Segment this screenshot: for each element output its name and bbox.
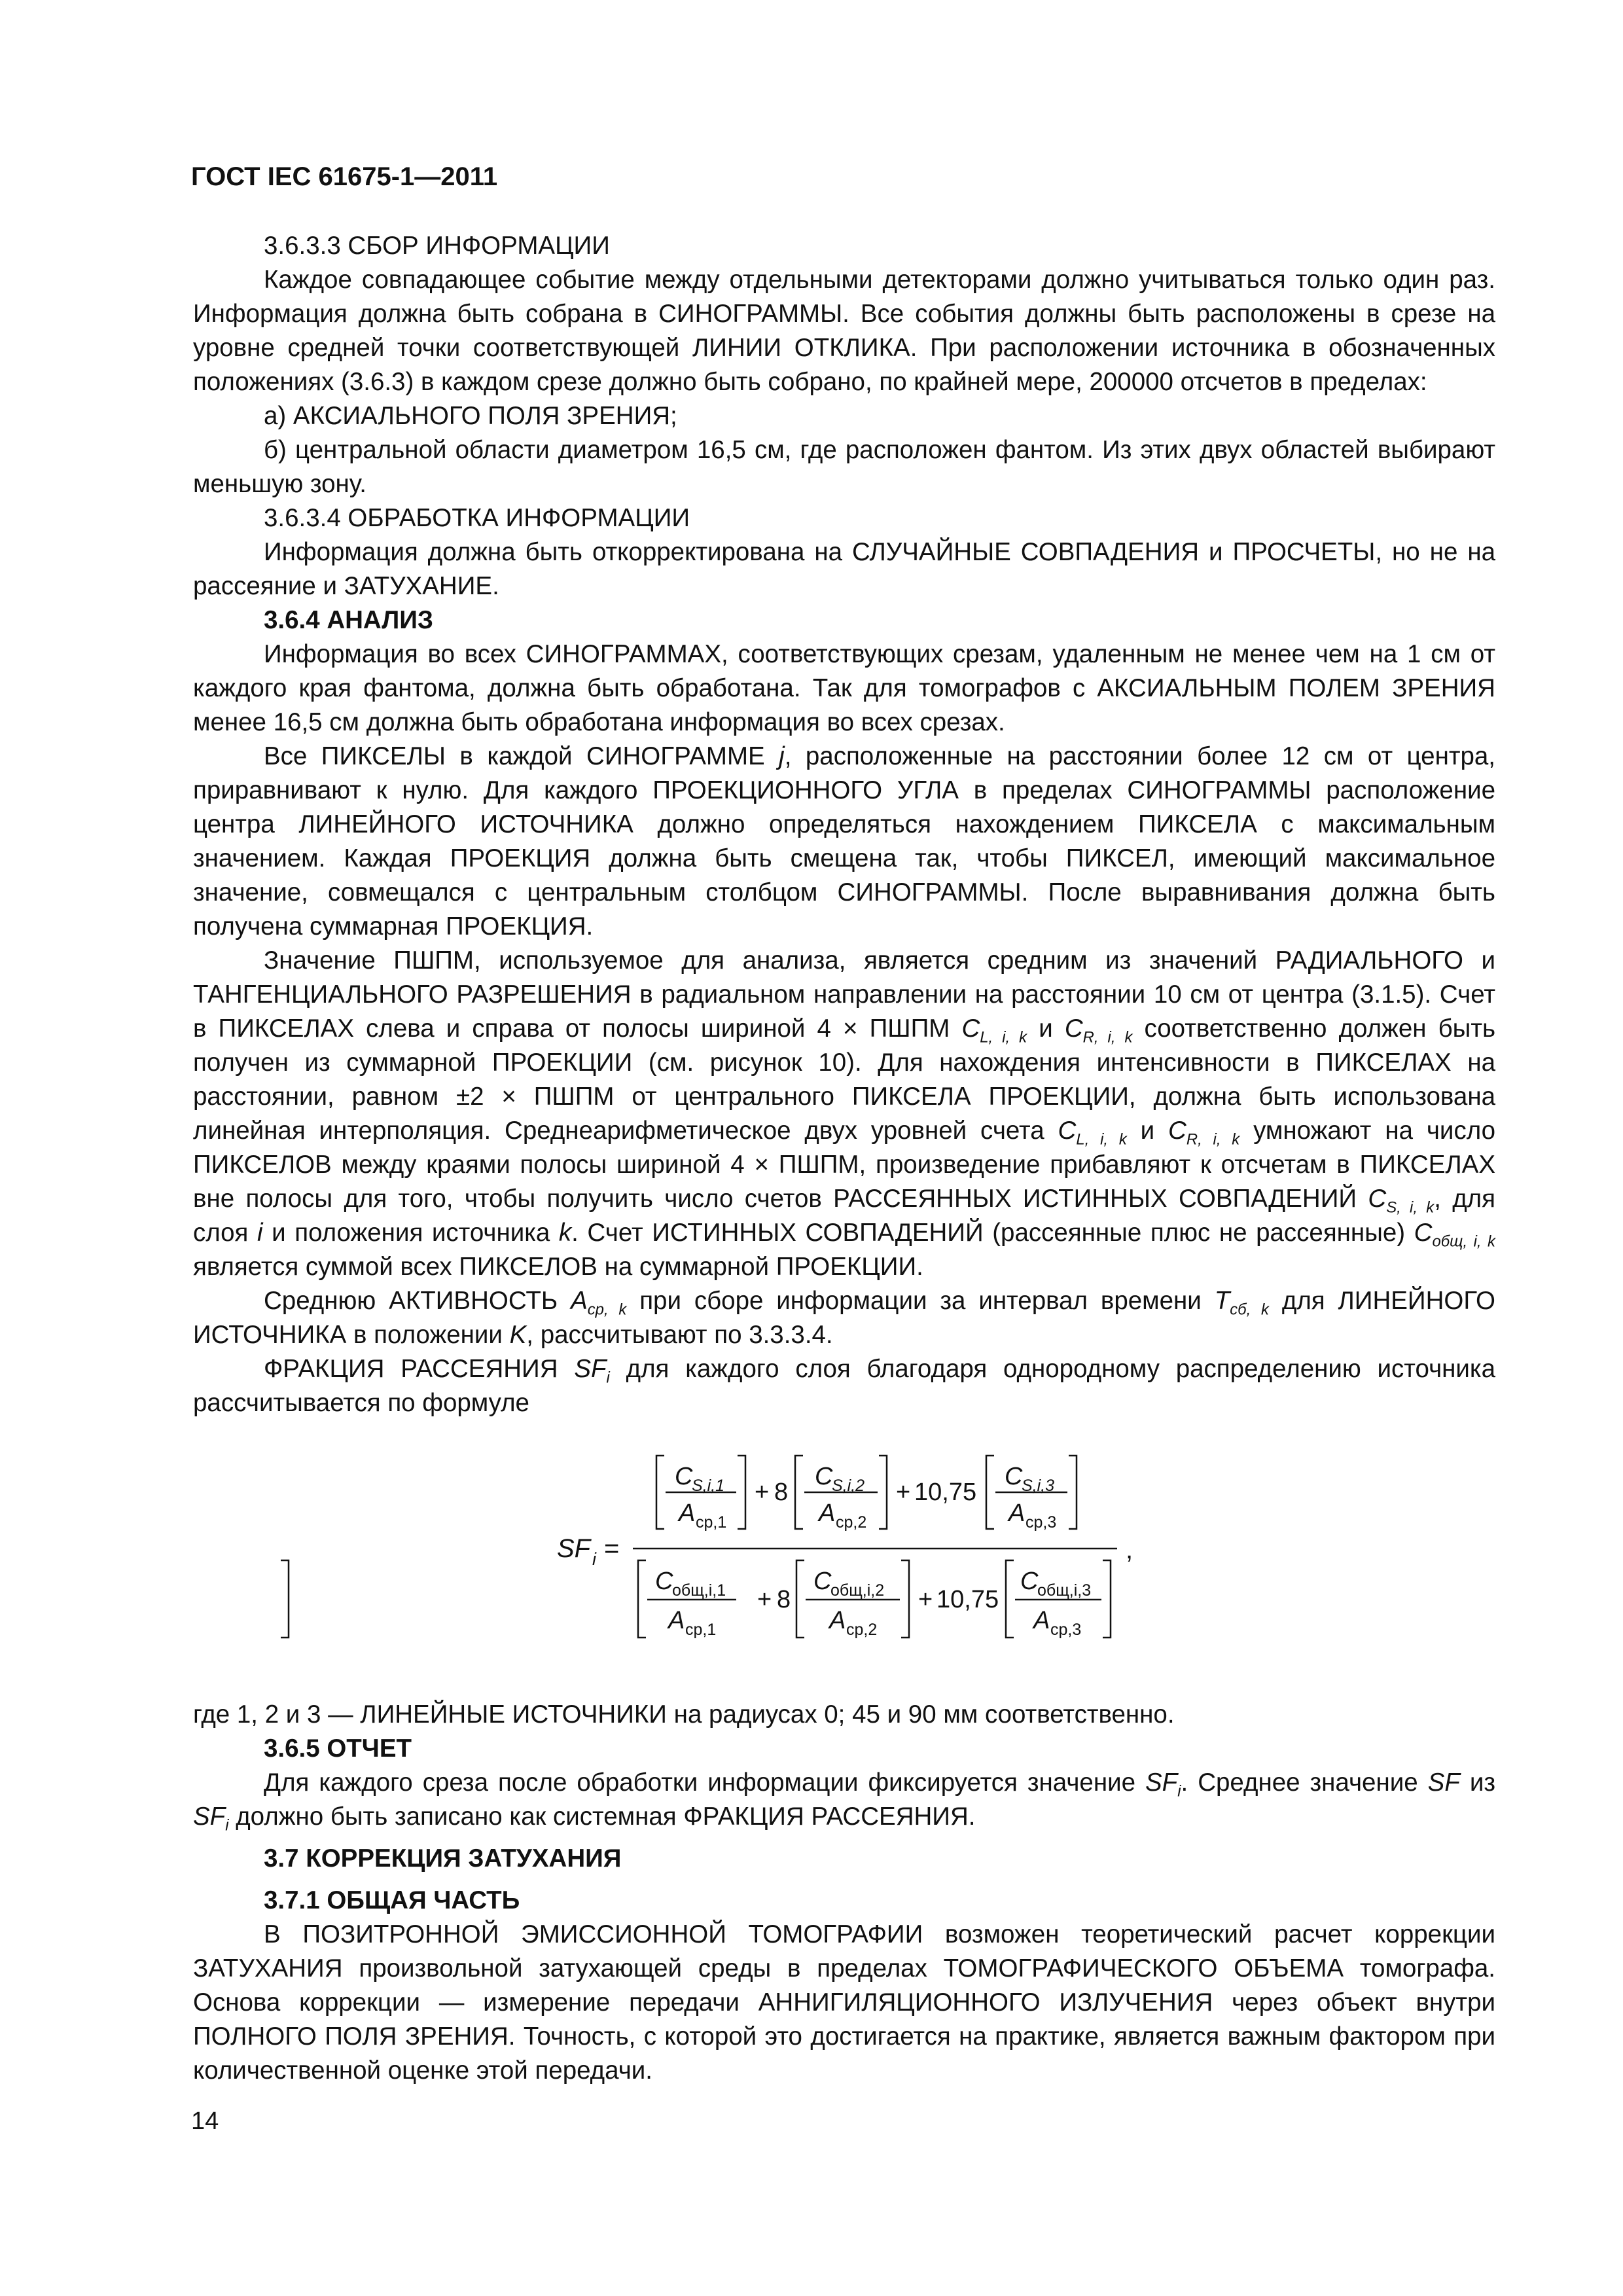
symbol: C: [961, 1014, 980, 1043]
formula-equals: =: [604, 1534, 620, 1563]
num-coef-3: 10,75: [914, 1479, 977, 1506]
svg-text:C: C: [675, 1463, 693, 1490]
formula-lhs: SF: [557, 1534, 591, 1563]
heading-3-6-4: 3.6.4 АНАЛИЗ: [264, 606, 434, 634]
svg-text:A: A: [668, 1607, 685, 1634]
formula-svg: [193, 1444, 1495, 1660]
num-coef-2: 8: [774, 1479, 789, 1506]
num-c-sub-3: S,i,3: [1022, 1477, 1055, 1495]
heading-3-6-3-3: 3.6.3.3 СБОР ИНФОРМАЦИИ: [264, 232, 610, 260]
svg-text:A: A: [679, 1499, 696, 1527]
heading-3-7-1: 3.7.1 ОБЩАЯ ЧАСТЬ: [264, 1886, 520, 1914]
paragraph: Значение ПШПМ, используемое для анализа, является средним из значений РАДИАЛЬНОГО и ТАНГЕНЦИАЛЬНОГО РАЗРЕШЕНИЯ в радиальном направлении на расстоянии 10 см от центра (3.1.5). Счет в ПИКСЕЛАХ слева и справа от полосы шириной 4 × ПШПМ $C_{L, i, k}$ и $C_{R, i, k}$ соответственно должен быть получен из суммарной ПРОЕКЦИИ (см. рисунок 10). Для нахождения интенсивности в ПИКСЕЛАХ на расстоянии, равном ±2 × ПШПМ от центрального ПИКСЕЛА ПРОЕКЦИИ, должна быть использована линейная интерполяция. Среднеарифметическое двух уровней счета $C_{L, i, k}$ и $C_{R, i, k}$ умножают на число ПИКСЕЛОВ между краями полосы шириной 4 × ПШПМ, произведение прибавляют к отсчетам в ПИКСЕЛАХ вне полосы для того, чтобы получить число счетов РАССЕЯННЫХ ИСТИННЫХ СОВПАДЕНИЙ $C_{S, i, k}$, для слоя i и положения источника k. Счет ИСТИННЫХ СОВПАДЕНИЙ (рассеянные плюс не рассеянные) $C_{общ, i, k}$ является суммой всех ПИКСЕЛОВ на суммарной ПРОЕКЦИИ.: [193, 946, 1496, 1281]
standard-header: ГОСТ IEC 61675-1—2011: [191, 162, 498, 191]
num-c-sub-2: S,i,2: [832, 1477, 865, 1495]
heading-3-6-5: 3.6.5 ОТЧЕТ: [264, 1734, 412, 1763]
paragraph-where: где 1, 2 и 3 — ЛИНЕЙНЫЕ ИСТОЧНИКИ на радиусах 0; 45 и 90 мм соответственно.: [193, 1700, 1175, 1729]
den-a-sub-2: ср,2: [846, 1621, 878, 1639]
formula-comma: ,: [1126, 1535, 1133, 1564]
den-c-sub-3: общ,i,3: [1037, 1581, 1092, 1600]
page-body: [193, 229, 1495, 2088]
svg-text:C: C: [1005, 1463, 1023, 1490]
paragraph: Информация во всех СИНОГРАММАХ, соответствующих срезам, удаленным не менее чем на 1 см от каждого края фантома, должна быть обработана. Так для томографов с АКСИАЛЬНЫМ ПОЛЕМ ЗРЕНИЯ менее 16,5 см должна быть обработана информация во всех срезах.: [193, 640, 1495, 736]
paragraph: Каждое совпадающее событие между отдельными детекторами должно учитываться только один раз. Информация должна быть собрана в СИНОГРАММЫ. Все события должны быть расположены в срезе на уровне средней точки соответствующей ЛИНИИ ОТКЛИКА. При расположении источника в обозначенных положениях (3.6.3) в каждом срезе должно быть собрано, по крайней мере, 200000 отсчетов в пределах:: [193, 266, 1495, 396]
paragraph: Для каждого среза после обработки информации фиксируется значение $SF_i$. Среднее значение SF из $SF_i$ должно быть записано как системная ФРАКЦИЯ РАССЕЯНИЯ.: [193, 1768, 1495, 1835]
den-coef-3: 10,75: [936, 1586, 999, 1613]
formula-lhs-sub: i: [592, 1549, 596, 1569]
svg-text:A: A: [829, 1607, 846, 1634]
paragraph: Среднюю АКТИВНОСТЬ $A_{ср, k}$ при сборе информации за интервал времени $T_{сб, k}$ для ЛИНЕЙНОГО ИСТОЧНИКА в положении K, рассчитывают по 3.3.3.4.: [193, 1287, 1495, 1349]
svg-text:C: C: [813, 1568, 832, 1595]
num-c-sub-1: S,i,1: [692, 1477, 725, 1495]
scatter-fraction-formula: [193, 1444, 1495, 1660]
den-a-sub-1: ср,1: [685, 1621, 717, 1639]
paragraph: В ПОЗИТРОННОЙ ЭМИССИОННОЙ ТОМОГРАФИИ возможен теоретический расчет коррекции ЗАТУХАНИЯ произвольной затухающей среды в пределах ТОМОГРАФИЧЕСКОГО ОБЪЕМА томографа. Основа коррекции — измерение передачи АННИГИЛЯЦИОННОГО ИЗЛУЧЕНИЯ через объект внутри ПОЛНОГО ПОЛЯ ЗРЕНИЯ. Точность, с которой это достигается на практике, является важным фактором при количественной оценке этой передачи.: [193, 1920, 1495, 2085]
den-c-sub-2: общ,i,2: [830, 1581, 885, 1600]
num-a-sub-3: ср,3: [1026, 1513, 1057, 1532]
svg-text:A: A: [819, 1499, 836, 1527]
list-item: б) центральной области диаметром 16,5 см, где расположен фантом. Из этих двух областей выбирают меньшую зону.: [193, 436, 1495, 498]
svg-text:A: A: [1008, 1499, 1026, 1527]
paragraph: ФРАКЦИЯ РАССЕЯНИЯ $SF_i$ для каждого слоя благодаря однородному распределению источника рассчитывается по формуле: [193, 1355, 1495, 1417]
svg-text:C: C: [815, 1463, 833, 1490]
svg-text:+: +: [757, 1586, 772, 1613]
svg-text:+: +: [755, 1479, 770, 1506]
heading-3-6-3-4: 3.6.3.4 ОБРАБОТКА ИНФОРМАЦИИ: [264, 504, 690, 532]
den-a-sub-3: ср,3: [1050, 1621, 1082, 1639]
paragraph: Все ПИКСЕЛЫ в каждой СИНОГРАММЕ j, расположенные на расстоянии более 12 см от центра, приравнивают к нулю. Для каждого ПРОЕКЦИОННОГО УГЛА в пределах СИНОГРАММЫ расположение центра ЛИНЕЙНОГО ИСТОЧНИКА должно определяться нахождением ПИКСЕЛА с максимальным значением. Каждая ПРОЕКЦИЯ должна быть смещена так, чтобы ПИКСЕЛ, имеющий максимальное значение, совмещался с центральным столбцом СИНОГРАММЫ. После выравнивания должна быть получена суммарная ПРОЕКЦИЯ.: [193, 742, 1495, 941]
svg-text:C: C: [655, 1568, 673, 1595]
num-a-sub-1: ср,1: [696, 1513, 727, 1532]
den-coef-2: 8: [777, 1586, 791, 1613]
heading-3-7: 3.7 КОРРЕКЦИЯ ЗАТУХАНИЯ: [264, 1844, 622, 1873]
num-a-sub-2: ср,2: [836, 1513, 867, 1532]
list-item: а) АКСИАЛЬНОГО ПОЛЯ ЗРЕНИЯ;: [264, 402, 677, 430]
page-number: 14: [191, 2108, 219, 2135]
paragraph: Информация должна быть откорректирована на СЛУЧАЙНЫЕ СОВПАДЕНИЯ и ПРОСЧЕТЫ, но не на рассеяние и ЗАТУХАНИЕ.: [193, 538, 1495, 600]
den-c-sub-1: общ,i,1: [672, 1581, 726, 1600]
svg-text:+: +: [896, 1479, 911, 1506]
svg-text:A: A: [1033, 1607, 1050, 1634]
svg-text:+: +: [918, 1586, 933, 1613]
svg-text:C: C: [1020, 1568, 1039, 1595]
